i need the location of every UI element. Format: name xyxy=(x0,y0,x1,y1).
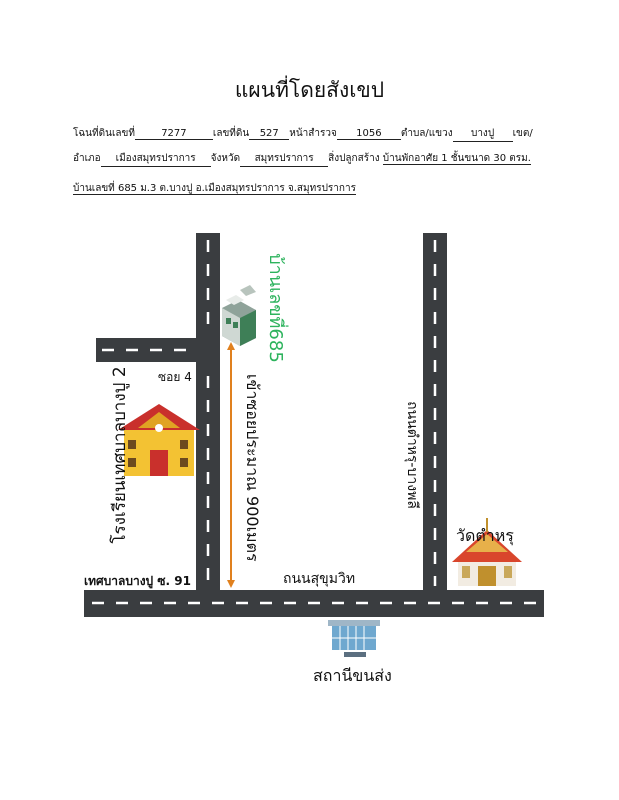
amphoe-label: อำเภอ xyxy=(73,153,101,164)
building-value: บ้านพักอาศัย 1 ชั้นขนาด 30 ตรม. xyxy=(382,153,531,164)
soi-4-road xyxy=(96,338,208,362)
school-label: โรงเรียนเทศบาลบางปู 2 xyxy=(110,366,130,544)
tamru-bangphli-road-label: ถนนตำหรุ-บางพลี xyxy=(404,401,420,509)
house-685-icon xyxy=(222,285,256,346)
house-685-label: บ้านเลขที่685 xyxy=(265,253,286,363)
distance-label: เข้าซอยประมาณ 900เมตร xyxy=(243,374,262,562)
land-label: เลขที่ดิน xyxy=(212,128,250,139)
temple-label: วัดตำหรุ xyxy=(456,526,514,545)
soi-91-label: เทศบาลบางปู ซ. 91 xyxy=(84,574,191,588)
soi-4-label: ซอย 4 xyxy=(158,370,192,384)
bus-station-icon xyxy=(328,620,380,657)
province-value: สมุทรปราการ xyxy=(240,151,328,167)
deed-value: 7277 xyxy=(135,128,213,140)
sukhumvit-label: ถนนสุขุมวิท xyxy=(283,571,356,587)
distance-arrow xyxy=(227,342,235,588)
soi-vertical-road xyxy=(196,233,220,590)
survey-value: 1056 xyxy=(337,128,401,140)
subdistrict-value: บางปู xyxy=(453,126,513,142)
page-title: แผนที่โดยสังเขป xyxy=(234,78,385,102)
bus-station-label: สถานีขนส่ง xyxy=(313,666,392,685)
address-line: บ้านเลขที่ 685 ม.3 ต.บางปู อ.เมืองสมุทรปราการ จ.สมุทรปราการ xyxy=(73,183,356,194)
amphoe-value: เมืองสมุทรปราการ xyxy=(101,151,211,167)
subdistrict-label: ตำบล/แขวง xyxy=(400,128,453,139)
survey-label: หน้าสำรวจ xyxy=(289,128,337,139)
tamru-bangphli-road xyxy=(423,233,447,590)
building-label: สิ่งปลูกสร้าง xyxy=(328,153,380,164)
sukhumvit-road xyxy=(84,590,544,617)
land-value: 527 xyxy=(249,128,289,140)
deed-label: โฉนที่ดินเลขที่ xyxy=(73,128,135,139)
district-label: เขต/ xyxy=(512,128,533,139)
province-label: จังหวัด xyxy=(210,153,241,164)
